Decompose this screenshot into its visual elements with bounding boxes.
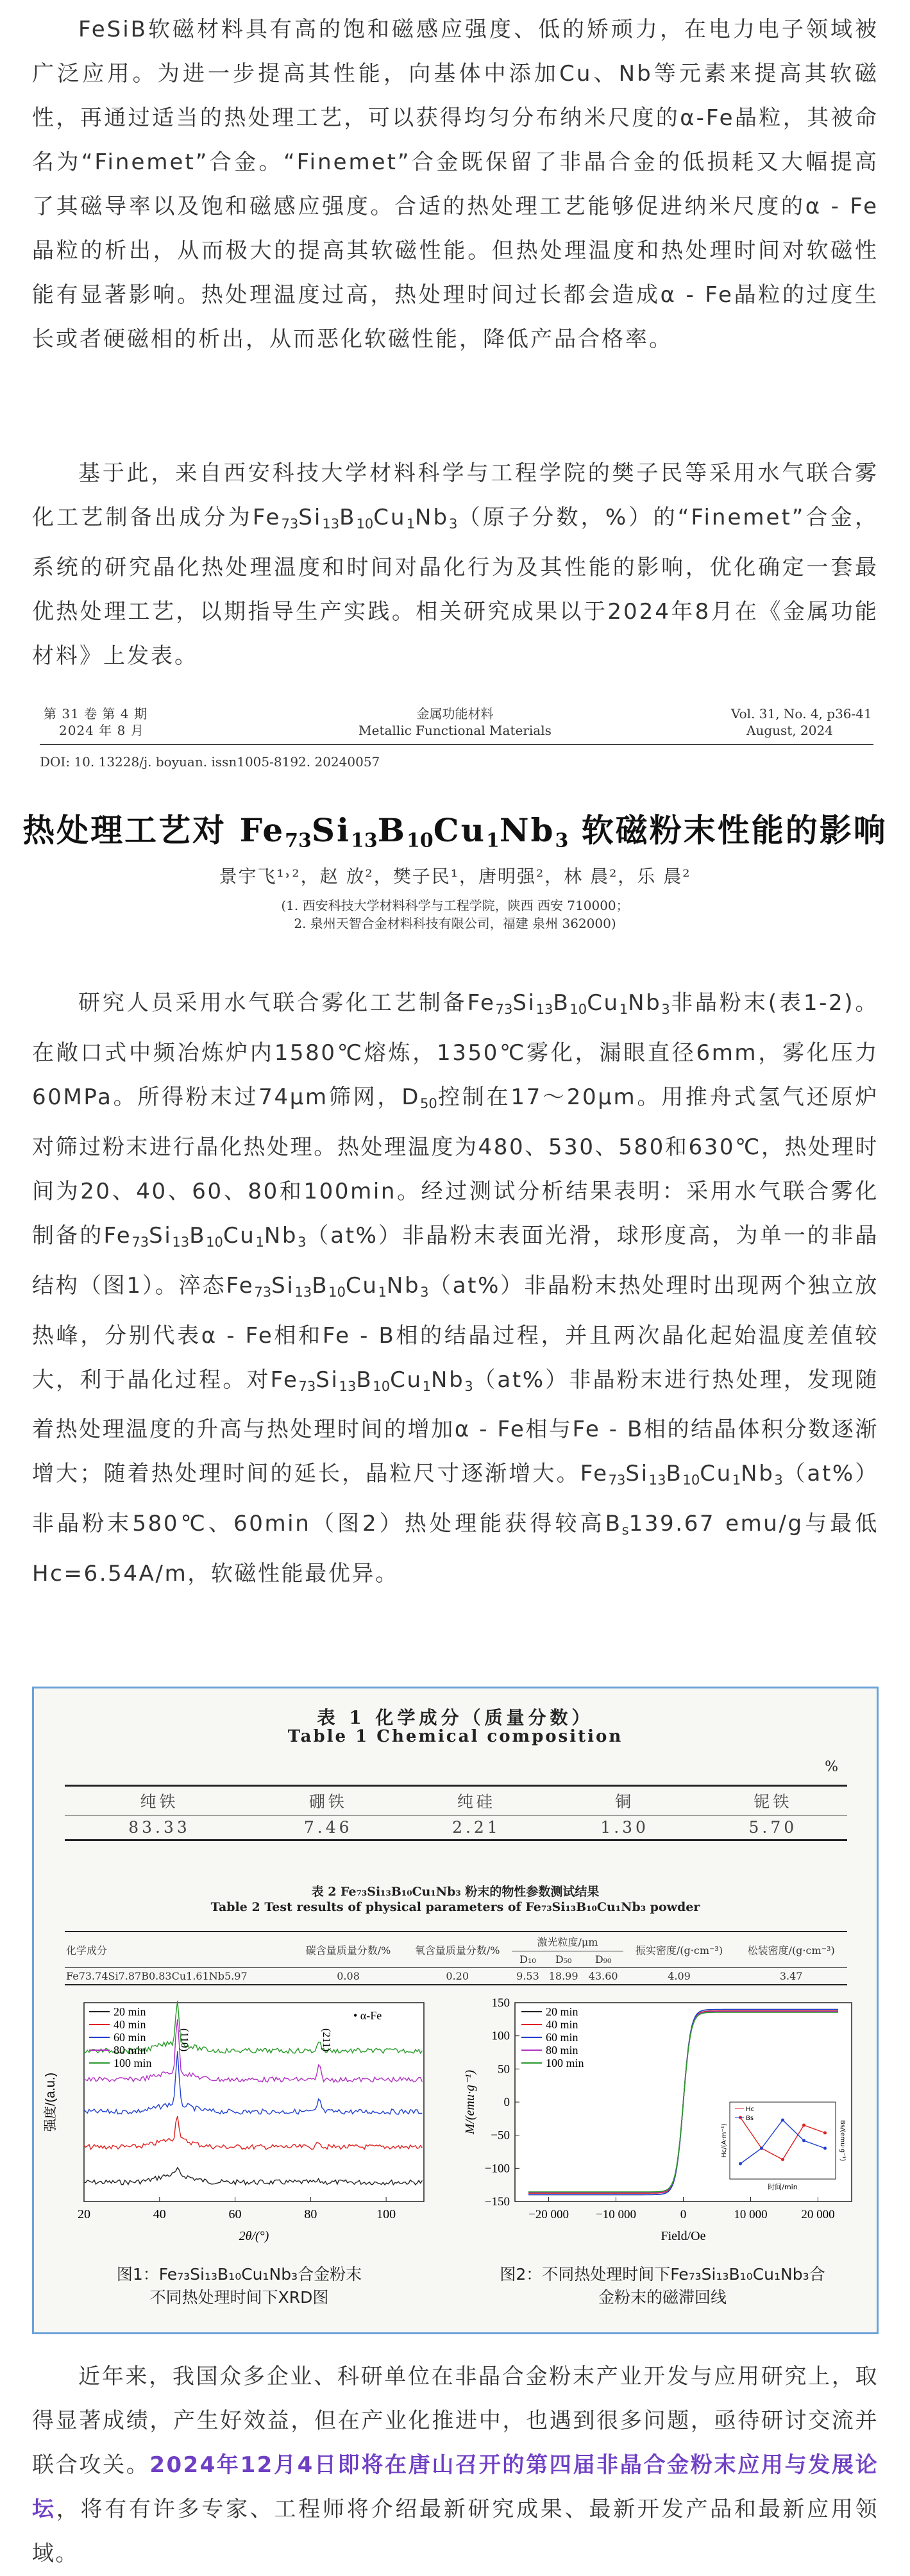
subscript: 50: [420, 1095, 437, 1111]
subscript: 10: [206, 1233, 223, 1250]
fig2-caption: 图2：不同热处理时间下Fe₇₃Si₁₃B₁₀Cu₁Nb₃合 金粉末的磁滞回线: [500, 2265, 825, 2307]
subscript: 13: [294, 1283, 312, 1300]
peak-label: (211): [320, 2028, 333, 2052]
peak-label: (110): [178, 2028, 191, 2052]
subscript: s: [621, 1522, 629, 1538]
table1-title: 表 1 化学成分（质量分数）: [317, 1707, 594, 1728]
table2-cell: 43.60: [588, 1970, 618, 1982]
inset-hc-point: [802, 2124, 805, 2127]
subscript: 13: [339, 1377, 357, 1394]
fig1-caption: 图1：Fe₇₃Si₁₃B₁₀Cu₁Nb₃合金粉末 不同热处理时间下XRD图: [116, 2265, 362, 2307]
x-tick-label: 100: [376, 2207, 396, 2221]
table2-cell: 4.09: [668, 1970, 691, 1982]
table2-cell: 18.99: [548, 1970, 578, 1982]
table1-title-en: Table 1 Chemical composition: [287, 1727, 623, 1746]
subscript: 73: [254, 1283, 272, 1300]
x-axis-label: 2θ/(°): [239, 2229, 269, 2243]
y-axis-label: 强度/(a.u.): [44, 2072, 58, 2132]
subscript: 10: [373, 1377, 391, 1394]
inset-bs-point: [823, 2147, 827, 2150]
marker-legend: • α-Fe: [353, 2009, 382, 2022]
subscript: 3: [298, 1233, 307, 1250]
x-tick-label: 60: [228, 2207, 242, 2221]
legend-label: 20 min: [114, 2005, 146, 2018]
subscript: 73: [281, 515, 299, 532]
outro-text-end: ，将有有许多专家、工程师将介绍最新研究成果、最新开发产品和最新应用领域。: [32, 2496, 879, 2566]
table2-cell: 3.47: [779, 1970, 803, 1982]
subscript: 73: [285, 829, 312, 852]
affiliation-2: 2. 泉州天智合金材料科技有限公司，福建 泉州 362000): [294, 916, 616, 931]
x-tick-label: 0: [680, 2208, 687, 2221]
table2-cell: Fe73.74Si7.87B0.83Cu1.61Nb5.97: [66, 1970, 248, 1982]
y-tick-label: −50: [491, 2128, 510, 2142]
table2-header-oxygen: 氧含量质量分数/%: [414, 1944, 500, 1957]
subscript: 10: [328, 1283, 346, 1300]
header-rule: [40, 744, 873, 745]
legend-label: 40 min: [114, 2018, 146, 2031]
legend-label: 100 min: [546, 2057, 584, 2069]
subscript: 73: [131, 1233, 149, 1250]
table1-cell: 5.70: [748, 1818, 798, 1837]
table1-header: 硼铁: [308, 1792, 348, 1811]
hysteresis-chart: [457, 1990, 868, 2253]
inset-bs-point: [739, 2162, 742, 2166]
subscript: 3: [555, 829, 569, 852]
table2: [65, 1931, 847, 1985]
body-paragraph: 研究人员采用水气联合雾化工艺制备$Fe_{73}Si_{13}B_{10}Cu_1Nb_3$非晶粉末(表1-2)。在敞口式中频冶炼炉内1580℃熔炼，1350℃雾化，漏眼直径6mm，雾化压力60MPa。所得粉末过74μm筛网，$D_{50}$控制在17～20μm。用推舟式氢气还原炉对筛过粉末进行晶化热处理。热处理温度为480、530、580和630℃，热处理时间为20、40、60、80和100min。经过测试分析结果表明：采用水气联合雾化制备的$Fe_{73}Si_{13}B_{10}Cu_1Nb_3(at\%)$非晶粉末表面光滑，球形度高，为单一的非晶结构（图1）。淬态$Fe_{73}Si_{13}B_{10}Cu_1Nb_3(at\%)$非晶粉末热处理时出现两个独立放热峰，分别代表α - Fe相和Fe - B相的结晶过程，并且两次晶化起始温度差值较大，利于晶化过程。对$Fe_{73}Si_{13}B_{10}Cu_1Nb_3(at\%)$非晶粉末进行热处理，发现随着热处理温度的升高与热处理时间的增加α - Fe相与Fe - B相的结晶体积分数逐渐增大；随着热处理时间的延长，晶粒尺寸逐渐增大。$Fe_{73}Si_{13}B_{10}Cu_1Nb_3(at\%)$非晶粉末580℃、60min（图2）热处理能获得较高$B_s139.67$ emu/g与最低Hc=6.54A/m，软磁性能最优异。: [32, 990, 879, 1587]
table1-cell: 1.30: [600, 1818, 649, 1837]
subscript: 10: [682, 1472, 700, 1488]
subscript: 13: [322, 515, 340, 532]
journal-issue: Vol. 31, No. 4, p36-41 August, 2024: [731, 706, 872, 738]
inset-hc-point: [781, 2158, 784, 2161]
y-tick-label: −150: [484, 2195, 510, 2209]
inset-y-right: Bs/(emu·g⁻¹): [839, 2119, 846, 2162]
subscript: 3: [464, 1377, 473, 1394]
y-tick-label: 100: [491, 2029, 510, 2043]
intro-paragraph-2: 基于此，来自西安科技大学材料科学与工程学院的樊子民等采用水气联合雾化工艺制备出成分为$Fe_{73}Si_{13}B_{10}Cu_1Nb_3$（原子分数，%）的“Finemet”合金，系统的研究晶化热处理温度和时间对晶化行为及其性能的影响，优化确定一套最优热处理工艺，以期指导生产实践。相关研究成果以于2024年8月在《金属功能材料》上发表。: [32, 460, 879, 669]
table2-header-d10: D₁₀: [519, 1953, 536, 1966]
x-tick-label: −10 000: [596, 2208, 636, 2221]
legend-label: 80 min: [114, 2044, 146, 2057]
x-tick-label: 40: [153, 2207, 166, 2221]
table2-cell: 0.20: [446, 1970, 469, 1982]
authors: 景宇飞¹˒²，赵 放²，樊子民¹，唐明强²，林 晨²，乐 晨²: [219, 866, 691, 887]
subscript: 10: [407, 829, 434, 852]
table2-header-composition: 化学成分: [66, 1944, 108, 1957]
y-tick-label: −100: [484, 2162, 510, 2176]
x-tick-label: 20 000: [801, 2208, 835, 2221]
journal-name: 金属功能材料 Metallic Functional Materials: [358, 706, 552, 738]
subscript: 1: [619, 1000, 628, 1017]
table2-header-tap: 振实密度/(g·cm⁻³): [635, 1944, 723, 1957]
table1-header: 铜: [615, 1792, 635, 1811]
paper-title: 热处理工艺对 $Fe_{73}Si_{13}B_{10}Cu_1Nb_3$ 软磁粉末性能的影响: [22, 811, 888, 852]
subscript: 13: [648, 1472, 666, 1488]
intro-paragraph-1: FeSiB软磁材料具有高的饱和磁感应强度、低的矫顽力，在电力电子领域被广泛应用。为进一步提高其性能，向基体中添加Cu、Nb等元素来提高其软磁性，再通过适当的热处理工艺，可以获得均匀分布纳米尺度的α-Fe晶粒，其被命名为“Finemet”合金。“Finemet”合金既保留了非晶合金的低损耗又大幅提高了其磁导率以及饱和磁感应强度。合适的热处理工艺能够促进纳米尺度的α - Fe晶粒的析出，从而极大的提高其软磁性能。但热处理温度和热处理时间对软磁性能有显著影响。热处理温度过高，热处理时间过长都会造成α - Fe晶粒的过度生长或者硬磁相的析出，从而恶化软磁性能，降低产品合格率。: [32, 17, 879, 352]
table2-header-laser: 激光粒度/μm: [512, 1932, 623, 1951]
subscript: 13: [172, 1233, 190, 1250]
table1-cell: 83.33: [128, 1818, 190, 1837]
table2-header-loose: 松装密度/(g·cm⁻³): [747, 1944, 835, 1957]
subscript: 1: [255, 1233, 264, 1250]
outro-text: 近年来，我国众多企业、科研单位在非晶合金粉末产业开发与应用研究上，取得显著成绩，产生好效益，但在产业化推进中，也遇到很多问题，亟待研讨交流并联合攻关。: [32, 2364, 879, 2478]
journal-volume: 第 31 卷 第 4 期 2024 年 8 月: [44, 706, 147, 738]
inset-bs-point: [760, 2147, 763, 2150]
table1: [65, 1785, 847, 1841]
inset-legend-label: Bs: [746, 2115, 754, 2122]
subscript: 73: [298, 1377, 316, 1394]
subscript: 10: [569, 1000, 587, 1017]
table2-cell: 9.53: [516, 1970, 539, 1982]
table2-header-d50: D₅₀: [555, 1953, 572, 1966]
forum-highlight: 2024年12月4日即将在唐山召开的第四届非晶合金粉末应用与发展论坛: [32, 2452, 879, 2522]
table2-title: 表 2 Fe₇₃Si₁₃B₁₀Cu₁Nb₃ 粉末的物性参数测试结果: [311, 1885, 600, 1899]
subscript: 13: [535, 1000, 553, 1017]
y-tick-label: 0: [503, 2096, 510, 2109]
subscript: 13: [351, 829, 378, 852]
inset-y-left: Hc/(A·m⁻¹): [721, 2123, 728, 2158]
inset-bs-point: [802, 2139, 805, 2142]
y-tick-label: 50: [498, 2062, 510, 2076]
subscript: 73: [608, 1472, 626, 1488]
x-tick-label: 10 000: [734, 2208, 768, 2221]
table1-unit: %: [825, 1759, 838, 1775]
legend-label: 60 min: [114, 2031, 146, 2044]
subscript: 1: [422, 1377, 432, 1394]
legend-label: 100 min: [114, 2057, 152, 2069]
table2-header-d90: D₉₀: [594, 1953, 612, 1966]
x-tick-label: 80: [304, 2207, 317, 2221]
affiliation-1: (1. 西安科技大学材料科学与工程学院，陕西 西安 710000；: [281, 898, 629, 913]
subscript: 3: [449, 515, 458, 532]
subscript: 10: [356, 515, 374, 532]
table2-title-en: Table 2 Test results of physical parameters of Fe₇₃Si₁₃B₁₀Cu₁Nb₃ powder: [210, 1900, 700, 1914]
xrd-chart: [39, 1990, 437, 2253]
subscript: 3: [774, 1472, 783, 1488]
outro-paragraph: [32, 2355, 879, 2576]
table1-cell: 7.46: [303, 1818, 353, 1837]
doi: DOI: 10. 13228/j. boyuan. issn1005-8192. 20240057: [40, 754, 380, 770]
subscript: 1: [406, 515, 416, 532]
legend-label: 80 min: [546, 2044, 578, 2057]
x-axis-label: Field/Oe: [661, 2229, 706, 2243]
y-tick-label: 150: [491, 1996, 510, 2010]
subscript: 3: [661, 1000, 670, 1017]
subscript: 3: [420, 1283, 429, 1300]
x-tick-label: −20 000: [528, 2208, 569, 2221]
legend-label: 20 min: [546, 2005, 578, 2018]
subscript: 1: [732, 1472, 741, 1488]
table1-cell: 2.21: [452, 1818, 501, 1837]
legend-label: 60 min: [546, 2031, 578, 2044]
inset-x-label: 时间/min: [768, 2183, 798, 2191]
table1-header: 纯硅: [457, 1792, 496, 1811]
x-tick-label: 20: [78, 2207, 90, 2221]
table2-header-carbon: 碳含量质量分数/%: [305, 1944, 391, 1957]
inset-frame: [730, 2102, 836, 2179]
subscript: 73: [495, 1000, 513, 1017]
table1-header: 铌铁: [754, 1792, 793, 1811]
subscript: 1: [378, 1283, 387, 1300]
table1-header: 纯铁: [140, 1792, 179, 1811]
subscript: 1: [485, 829, 500, 852]
inset-hc-point: [823, 2132, 827, 2135]
inset-legend-label: Hc: [746, 2106, 755, 2113]
y-axis-label: M/(emu·g⁻¹): [463, 2069, 477, 2135]
figure-panel: [32, 1687, 879, 2334]
inset-bs-point: [781, 2118, 784, 2121]
table2-cell: 0.08: [337, 1970, 360, 1982]
legend-label: 40 min: [546, 2018, 578, 2031]
